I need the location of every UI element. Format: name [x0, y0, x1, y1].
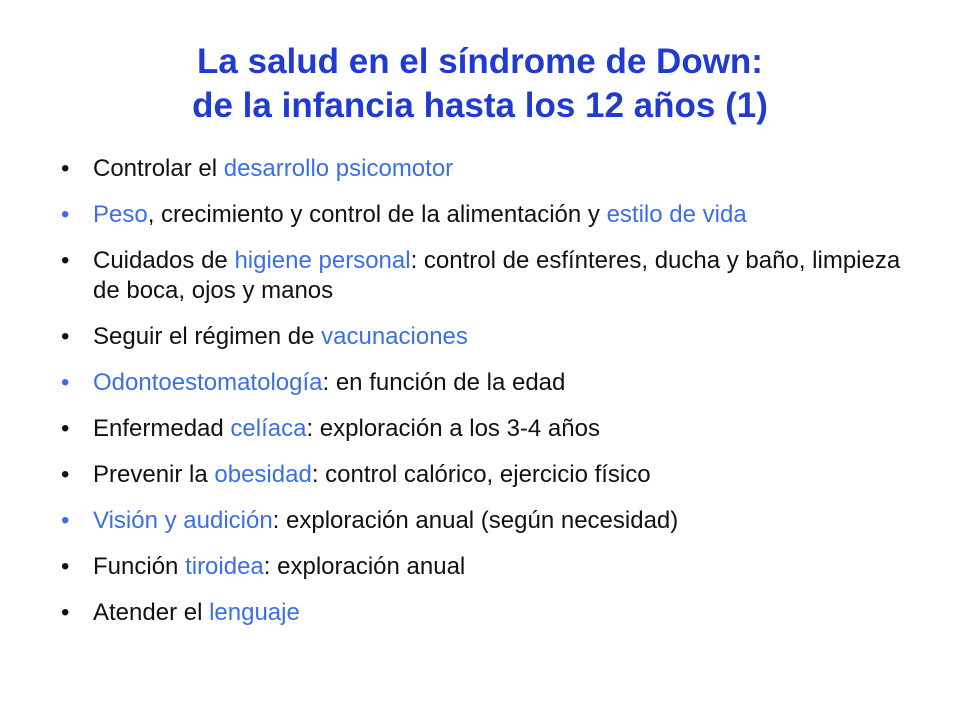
bullet-text: , crecimiento y control de la alimentación y	[147, 201, 607, 228]
bullet-text: : exploración a los 3-4 años	[306, 415, 600, 442]
title-line-2: de la infancia hasta los 12 años (1)	[192, 86, 768, 125]
highlighted-term: Visión y audición	[93, 507, 273, 534]
highlighted-term: Peso	[93, 201, 148, 228]
bullet-item	[61, 200, 911, 230]
bullet-text: Enfermedad	[93, 415, 231, 442]
bullet-text: : control calórico, ejercicio físico	[311, 461, 651, 488]
bullet-dot-icon: •	[61, 155, 70, 182]
bullet-item	[61, 246, 911, 306]
bullet-text: Atender el	[93, 599, 210, 626]
bullet-item	[61, 506, 911, 536]
bullet-text: Función	[93, 553, 186, 580]
highlighted-term: estilo de vida	[606, 201, 747, 228]
bullet-item	[61, 460, 911, 490]
bullet-text: Seguir el régimen de	[93, 323, 322, 350]
highlighted-term: desarrollo psicomotor	[223, 155, 454, 182]
bullet-dot-icon: •	[61, 507, 70, 534]
highlighted-term: tiroidea	[185, 553, 264, 580]
highlighted-term: celíaca	[230, 415, 307, 442]
slide-title	[0, 40, 960, 128]
highlighted-term: Odontoestomatología	[93, 369, 323, 396]
bullet-text: Cuidados de	[93, 247, 235, 274]
bullet-text: Prevenir la	[93, 461, 215, 488]
bullet-text: : en función de la edad	[322, 369, 566, 396]
bullet-dot-icon: •	[61, 369, 70, 396]
highlighted-term: higiene personal	[234, 247, 411, 274]
bullet-text: : exploración anual	[263, 553, 466, 580]
title-line-1: La salud en el síndrome de Down:	[197, 42, 763, 81]
bullet-dot-icon: •	[61, 201, 70, 228]
bullet-text: : control de esfínteres, ducha y baño, limpieza de boca, ojos y manos	[93, 247, 901, 304]
bullet-dot-icon: •	[61, 599, 70, 626]
bullet-item	[61, 154, 911, 184]
bullet-item	[61, 598, 911, 628]
bullet-item	[61, 414, 911, 444]
bullet-dot-icon: •	[61, 247, 70, 274]
bullet-dot-icon: •	[61, 415, 70, 442]
highlighted-term: obesidad	[214, 461, 312, 488]
bullet-item	[61, 552, 911, 582]
bullet-list	[61, 154, 911, 644]
bullet-text: Controlar el	[93, 155, 224, 182]
bullet-text: : exploración anual (según necesidad)	[272, 507, 679, 534]
bullet-item	[61, 322, 911, 352]
bullet-dot-icon: •	[61, 461, 70, 488]
bullet-dot-icon: •	[61, 323, 70, 350]
highlighted-term: vacunaciones	[321, 323, 468, 350]
highlighted-term: lenguaje	[209, 599, 300, 626]
bullet-dot-icon: •	[61, 553, 70, 580]
bullet-item	[61, 368, 911, 398]
